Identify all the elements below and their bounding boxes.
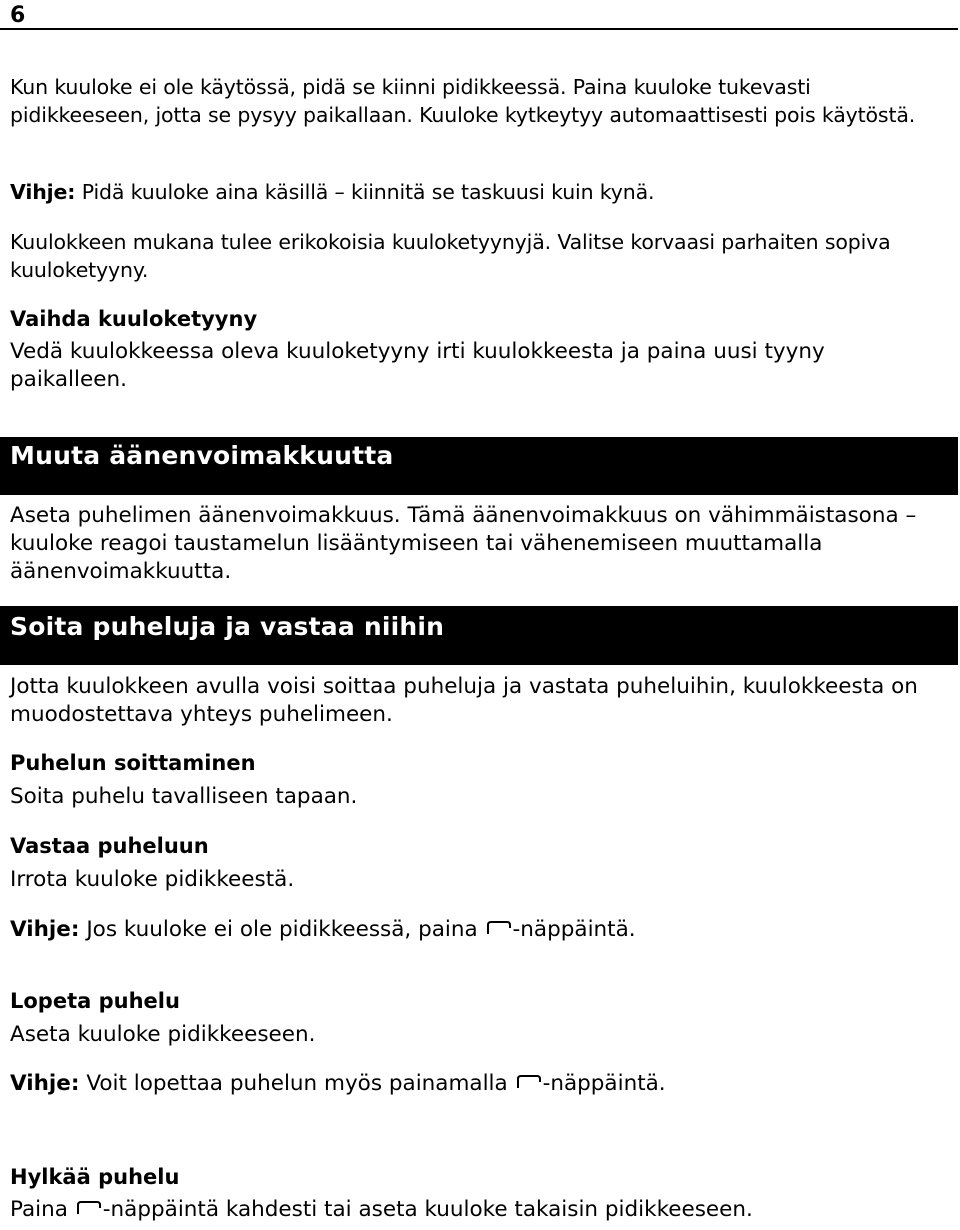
reject-call-text-suffix: -näppäintä kahdesti tai aseta kuuloke takaisin pidikkeeseen. bbox=[102, 1197, 753, 1222]
section-title-volume: Muuta äänenvoimakkuutta bbox=[10, 441, 394, 470]
intro-paragraph-1: Kun kuuloke ei ole käytössä, pidä se kiinni pidikkeessä. Paina kuuloke tukevasti pidikkeeseen, jotta se pysyy paikallaan. Kuuloke kytkeytyy automaattisesti pois käytöstä. bbox=[10, 75, 916, 127]
subheading-answer-call: Vastaa puheluun bbox=[10, 834, 209, 858]
calls-intro-text: Jotta kuulokkeen avulla voisi soittaa puheluja ja vastata puheluihin, kuulokkeesta on muodostettava yhteys puhelimeen. bbox=[10, 674, 918, 727]
end-call-text: Aseta kuuloke pidikkeeseen. bbox=[10, 1022, 316, 1047]
tip-label: Vihje: bbox=[10, 1071, 80, 1096]
page-number: 6 bbox=[10, 3, 26, 28]
tip-text: Pidä kuuloke aina käsillä – kiinnitä se taskuusi kuin kynä. bbox=[81, 180, 655, 204]
reject-call-text-prefix: Paina bbox=[10, 1197, 68, 1222]
answer-end-key-icon bbox=[75, 1199, 103, 1217]
section-band-volume bbox=[0, 437, 958, 495]
end-call-tip bbox=[10, 1070, 945, 1098]
tip-text: Jos kuuloke ei ole pidikkeessä, paina bbox=[86, 917, 478, 942]
answer-end-key-icon bbox=[485, 919, 513, 937]
intro-tip bbox=[10, 178, 945, 206]
volume-text: Aseta puhelimen äänenvoimakkuus. Tämä äänenvoimakkuus on vähimmäistasona – kuuloke reagoi taustamelun lisääntymiseen tai vähenemiseen muuttamalla äänenvoimakkuutta. bbox=[10, 503, 917, 584]
tip-text: Voit lopettaa puhelun myös painamalla bbox=[86, 1071, 508, 1096]
answer-call-text: Irrota kuuloke pidikkeestä. bbox=[10, 867, 295, 892]
subheading-reject-call: Hylkää puhelu bbox=[10, 1165, 180, 1189]
change-cushion-text: Vedä kuulokkeessa oleva kuuloketyyny irti kuulokkeesta ja paina uusi tyyny paikalleen. bbox=[10, 339, 825, 392]
section-title-calls: Soita puheluja ja vastaa niihin bbox=[10, 612, 445, 641]
subheading-end-call: Lopeta puhelu bbox=[10, 989, 180, 1013]
tip-label: Vihje: bbox=[10, 180, 76, 204]
reject-call-text bbox=[10, 1196, 945, 1224]
subheading-make-call: Puhelun soittaminen bbox=[10, 751, 256, 775]
tip-text-suffix: -näppäintä. bbox=[512, 917, 636, 942]
tip-text-suffix: -näppäintä. bbox=[542, 1071, 666, 1096]
answer-end-key-icon bbox=[515, 1073, 543, 1091]
intro-paragraph-2: Kuulokkeen mukana tulee erikokoisia kuuloketyynyjä. Valitse korvaasi parhaiten sopiva kuuloketyyny. bbox=[10, 230, 891, 282]
answer-call-tip bbox=[10, 916, 945, 944]
subheading-change-cushion: Vaihda kuuloketyyny bbox=[10, 307, 258, 331]
make-call-text: Soita puhelu tavalliseen tapaan. bbox=[10, 784, 358, 809]
tip-label: Vihje: bbox=[10, 917, 80, 942]
header-rule bbox=[0, 28, 958, 30]
section-band-calls bbox=[0, 606, 958, 665]
